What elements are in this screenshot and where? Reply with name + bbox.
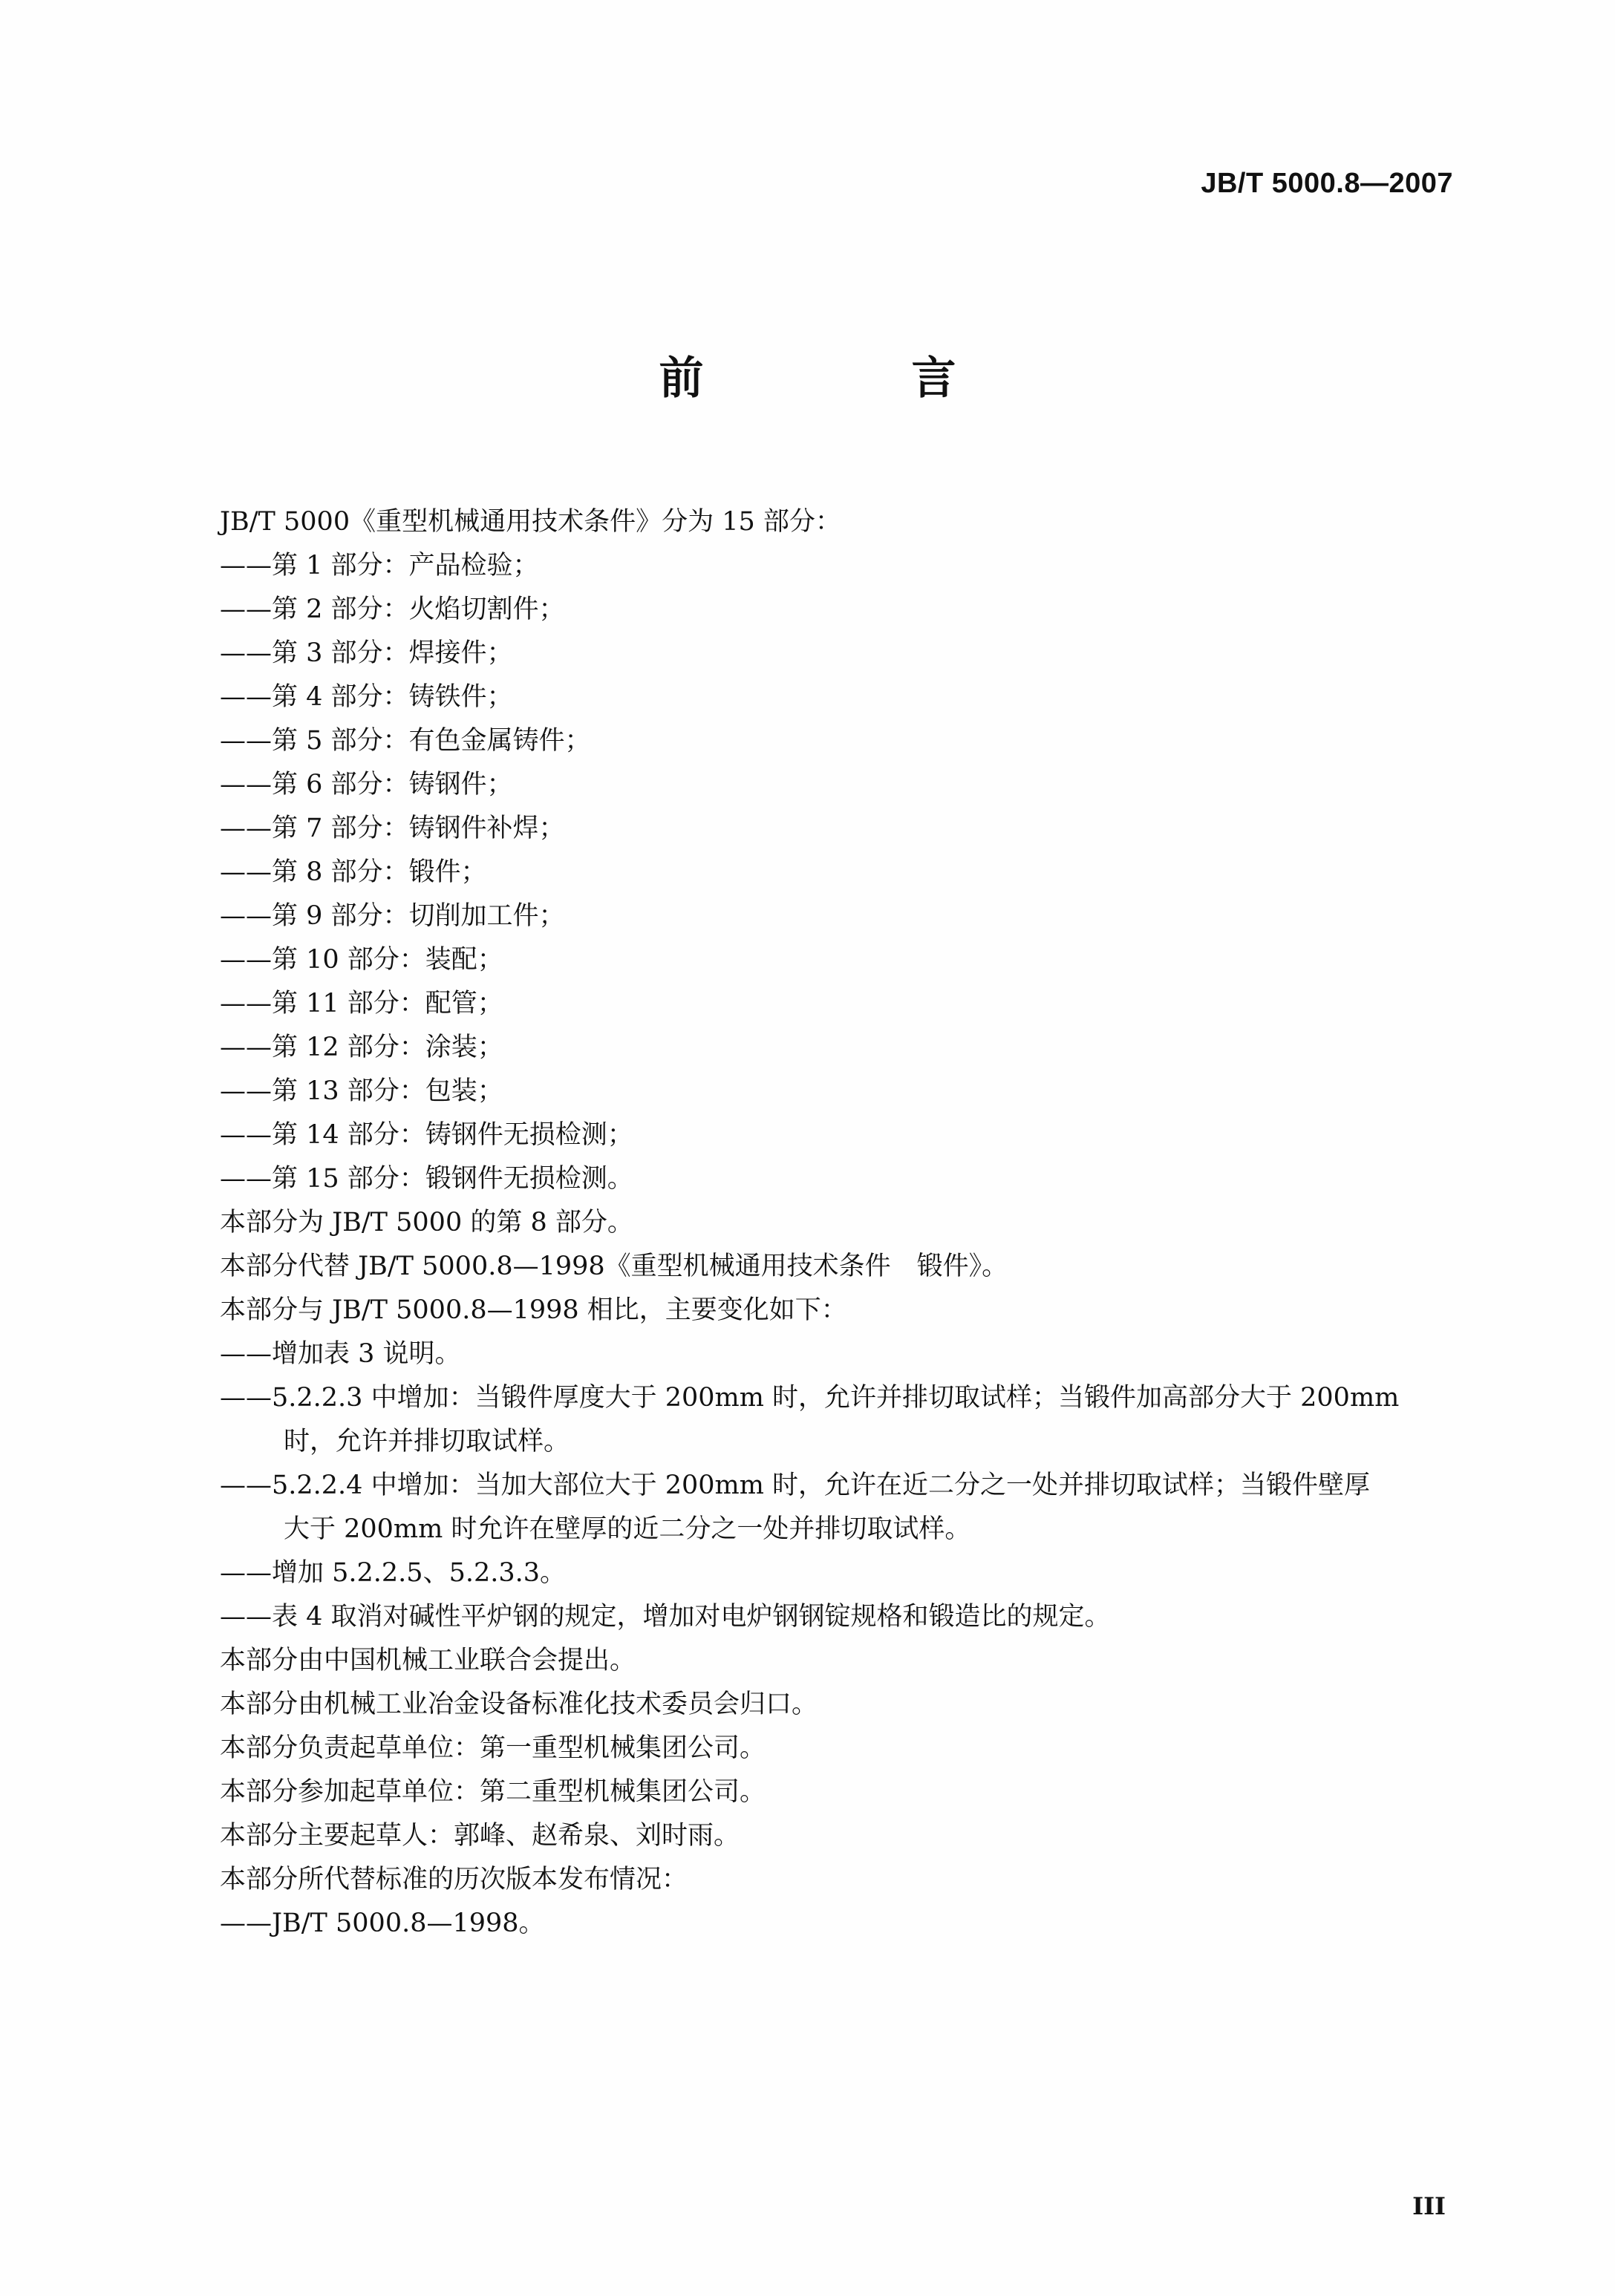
text-line: 本部分主要起草人：郭峰、赵希泉、刘时雨。: [220, 1821, 740, 1851]
list-item: ——第 13 部分：包装；: [220, 1076, 503, 1106]
list-item: ——第 8 部分：锻件；: [220, 857, 487, 887]
list-item: ——第 15 部分：锻钢件无损检测。: [220, 1164, 633, 1194]
list-item: ——JB/T 5000.8—1998。: [220, 1909, 545, 1938]
list-item: ——5.2.2.4 中增加：当加大部位大于 200mm 时，允许在近二分之一处并排切取试样；当锻件壁厚: [220, 1471, 1371, 1500]
list-item: ——第 3 部分：焊接件；: [220, 638, 513, 668]
list-item: ——第 9 部分：切削加工件；: [220, 901, 565, 931]
text-line: 本部分由中国机械工业联合会提出。: [220, 1646, 636, 1675]
list-item: ——第 11 部分：配管；: [220, 989, 503, 1018]
list-item: ——第 5 部分：有色金属铸件；: [220, 726, 591, 756]
list-item: ——增加表 3 说明。: [220, 1339, 461, 1369]
list-item: ——第 6 部分：铸钢件；: [220, 770, 513, 799]
list-item: ——表 4 取消对碱性平炉钢的规定，增加对电炉钢钢锭规格和锻造比的规定。: [220, 1602, 1111, 1632]
page-title: 前 言: [659, 353, 1038, 405]
list-item: ——5.2.2.3 中增加：当锻件厚度大于 200mm 时，允许并排切取试样；当锻件加高部分大于 200mm: [220, 1383, 1400, 1413]
list-item: ——第 4 部分：铸铁件；: [220, 682, 513, 712]
list-item-continuation: 时，允许并排切取试样。: [284, 1427, 570, 1456]
text-line: 本部分为 JB/T 5000 的第 8 部分。: [220, 1208, 633, 1237]
text-line: 本部分与 JB/T 5000.8—1998 相比，主要变化如下：: [220, 1295, 847, 1325]
list-item: ——增加 5.2.2.5、5.2.3.3。: [220, 1558, 567, 1588]
list-item: ——第 7 部分：铸钢件补焊；: [220, 814, 565, 843]
text-line: 本部分代替 JB/T 5000.8—1998《重型机械通用技术条件 锻件》。: [220, 1252, 1008, 1281]
standard-number: JB/T 5000.8—2007: [1201, 168, 1453, 199]
list-item: ——第 10 部分：装配；: [220, 945, 503, 975]
list-item: ——第 12 部分：涂装；: [220, 1033, 503, 1062]
text-line: 本部分由机械工业冶金设备标准化技术委员会归口。: [220, 1690, 818, 1719]
page-number: III: [1412, 2192, 1446, 2220]
text-line: JB/T 5000《重型机械通用技术条件》分为 15 部分：: [220, 507, 841, 537]
text-line: 本部分参加起草单位：第二重型机械集团公司。: [220, 1777, 766, 1807]
list-item: ——第 2 部分：火焰切割件；: [220, 595, 565, 624]
list-item-continuation: 大于 200mm 时允许在壁厚的近二分之一处并排切取试样。: [284, 1514, 971, 1544]
foreword-body: [220, 500, 1467, 1946]
list-item: ——第 14 部分：铸钢件无损检测；: [220, 1120, 633, 1150]
text-line: 本部分所代替标准的历次版本发布情况：: [220, 1865, 688, 1894]
list-item: ——第 1 部分：产品检验；: [220, 551, 539, 580]
text-line: 本部分负责起草单位：第一重型机械集团公司。: [220, 1733, 766, 1763]
